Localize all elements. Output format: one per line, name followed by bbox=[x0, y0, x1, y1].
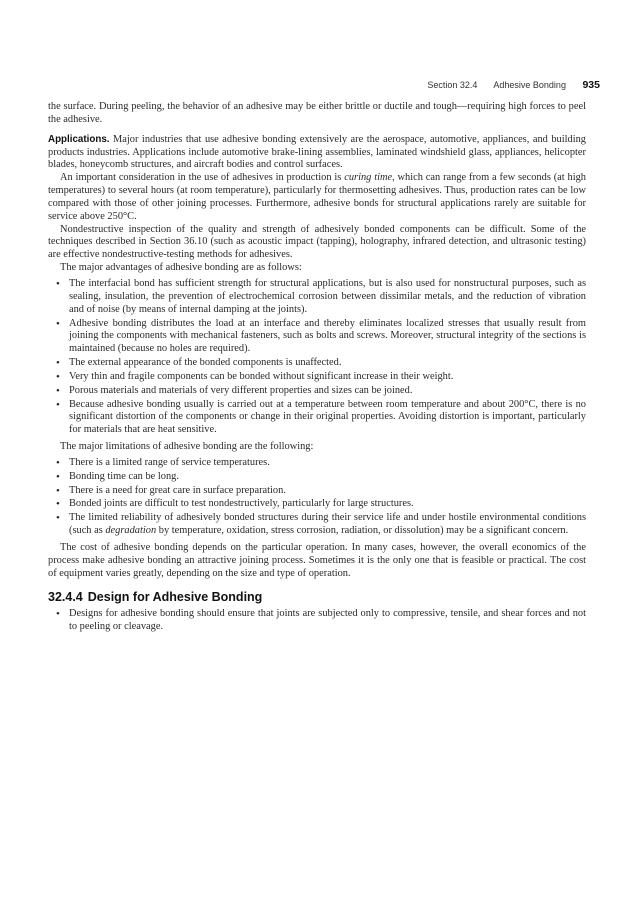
list-item: • Adhesive bonding distributes the load at an interface and thereby eliminates localized stresses that usually result from joining the components with mechanical fasteners, such as bolts and screws. Moreover, structural integrity of the sections is maintained (because no holes are required). bbox=[69, 318, 586, 357]
paragraph-peeling: the surface. During peeling, the behavior of an adhesive may be either brittle or ductile and tough—requiring high forces to peel the adhesive. bbox=[48, 101, 586, 125]
section-heading bbox=[48, 591, 586, 604]
curing-text-after: , which can range from a few seconds (at high temperatures) to several hours (at room temperature), particularly for thermosetting adhesives. Thus, production rates can be low compared with those of other joining processes. Furthermore, adhesive bonds for structural applications rarely are suitable for service above 250°C. bbox=[48, 172, 587, 222]
list-item: • Designs for adhesive bonding should ensure that joints are subjected only to compressive, tensile, and shear forces and not to peeling or cleavage. bbox=[69, 608, 586, 634]
paragraph-applications bbox=[48, 134, 586, 173]
list-item: • The interfacial bond has sufficient strength for structural applications, but is also used for nonstructural purposes, such as sealing, insulation, the prevention of electrochemical corrosion between dissimilar metals, and the reduction of vibration and of noise (by means of internal damping at the joints). bbox=[69, 278, 586, 317]
running-head bbox=[427, 79, 600, 91]
limitations-intro: The major limitations of adhesive bonding are the following: bbox=[60, 441, 314, 453]
limitation-text-after: by temperature, oxidation, stress corrosion, radiation, or dissolution) may be a significant concern. bbox=[156, 525, 569, 537]
list-item: • Very thin and fragile components can be bonded without significant increase in their weight. bbox=[69, 371, 586, 384]
running-head-title: Adhesive Bonding bbox=[493, 80, 566, 90]
limitations-list bbox=[48, 457, 586, 538]
body-text bbox=[48, 101, 586, 635]
curing-text-before: An important consideration in the use of adhesives in production is bbox=[60, 172, 345, 184]
design-guidelines-list bbox=[48, 608, 586, 634]
list-item bbox=[69, 512, 586, 538]
list-item: • Bonded joints are difficult to test nondestructively, particularly for large structures. bbox=[69, 498, 586, 511]
page-number: 935 bbox=[582, 79, 600, 91]
list-item: • Bonding time can be long. bbox=[69, 471, 586, 484]
list-item: • Because adhesive bonding usually is carried out at a temperature between room temperature and about 200°C, there is no significant distortion of the components or change in their original properties. Avoiding distortion is important, particularly for materials that are heat sensitive. bbox=[69, 399, 586, 438]
advantages-list bbox=[48, 278, 586, 437]
advantages-intro: The major advantages of adhesive bonding are as follows: bbox=[60, 262, 302, 274]
applications-heading: Applications. bbox=[48, 133, 110, 145]
section-number: 32.4.4 bbox=[48, 589, 83, 604]
applications-text: Major industries that use adhesive bonding extensively are the aerospace, automotive, appliances, and building products industries. Applications include automotive brake-lining assemblies, laminated windshield glass, appliances, helicopter blades, honeycomb structures, and aircraft bodies and control surfaces. bbox=[48, 133, 586, 171]
paragraph-cost: The cost of adhesive bonding depends on the particular operation. In many cases, however, the overall economics of the process make adhesive bonding an attractive joining process. Sometimes it is the only one that is feasible or practical. The cost of equipment varies greatly, depending on the size and type of operation. bbox=[48, 542, 586, 579]
list-item: • Porous materials and materials of very different properties and sizes can be joined. bbox=[69, 385, 586, 398]
section-title: Design for Adhesive Bonding bbox=[87, 589, 263, 604]
paragraph-nondestructive-inspection: Nondestructive inspection of the quality and strength of adhesively bonded components can be difficult. Some of the techniques described in Section 36.10 (such as acoustic impact (tapping), holography, infrared detection, and ultrasonic testing) are effective nondestructive-testing methods for adhesives. bbox=[48, 223, 586, 261]
running-head-section: Section 32.4 bbox=[427, 80, 478, 90]
paragraph-curing-time bbox=[48, 172, 586, 223]
degradation-term: degradation bbox=[105, 525, 157, 537]
list-item: • There is a need for great care in surface preparation. bbox=[69, 485, 586, 498]
limitation-text-before: The limited reliability of adhesively bonded structures during their service life and under hostile environmental conditions (such as bbox=[69, 512, 586, 537]
list-item: • There is a limited range of service temperatures. bbox=[69, 457, 586, 470]
curing-time-term: curing time bbox=[344, 172, 393, 184]
list-item: • The external appearance of the bonded components is unaffected. bbox=[69, 357, 586, 370]
